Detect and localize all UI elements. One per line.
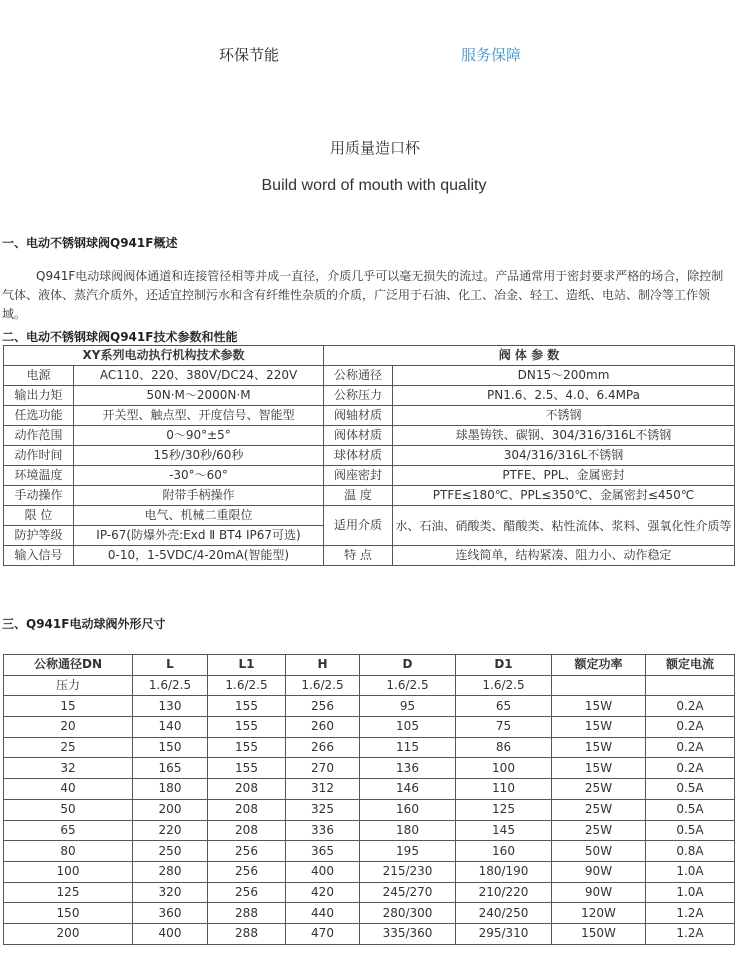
table-cell: 295/310 <box>456 923 552 944</box>
table-cell: 180 <box>133 779 208 800</box>
param-label: 电源 <box>4 366 74 386</box>
table-cell: 125 <box>456 799 552 820</box>
table-cell: 256 <box>208 841 286 862</box>
param-label: 输出力矩 <box>4 386 74 406</box>
table-cell: 365 <box>286 841 360 862</box>
table-cell: 15 <box>4 696 133 717</box>
table-cell: 360 <box>133 903 208 924</box>
table-row <box>4 717 735 738</box>
param-value: DN15～200mm <box>393 366 735 386</box>
section-1-body: Q941F电动球阀阀体通道和连接管径相等并成一直径，介质几乎可以毫无损失的流过。产品通常用于密封要求严格的场合，除控制气体、液体、蒸汽介质外，还适宜控制污水和含有纤维性杂质的介质，广泛用于石油、化工、冶金、轻工、造纸、电站、制冷等工作领域。 <box>2 269 724 321</box>
table-cell <box>552 675 646 696</box>
table-cell: 15W <box>552 758 646 779</box>
column-header: 额定功率 <box>552 655 646 676</box>
table-cell: 1.2A <box>646 923 735 944</box>
table-cell: 1.6/2.5 <box>360 675 456 696</box>
param-label: 阀体材质 <box>324 426 393 446</box>
actuator-params-header: XY系列电动执行机构技术参数 <box>4 346 324 366</box>
table-cell: 150 <box>133 737 208 758</box>
table-cell: 1.6/2.5 <box>133 675 208 696</box>
param-value: 水、石油、硝酸类、醋酸类、粘性流体、浆料、强氧化性介质等 <box>393 506 735 546</box>
table-cell: 130 <box>133 696 208 717</box>
table-row <box>4 799 735 820</box>
tab-service[interactable]: 服务保障 <box>461 46 522 64</box>
param-label: 手动操作 <box>4 486 74 506</box>
table-cell: 215/230 <box>360 861 456 882</box>
table-cell: 105 <box>360 717 456 738</box>
param-value: 开关型、触点型、开度信号、智能型 <box>74 406 324 426</box>
table-cell: 115 <box>360 737 456 758</box>
table-cell: 140 <box>133 717 208 738</box>
table-cell: 256 <box>208 882 286 903</box>
table-cell: 125 <box>4 882 133 903</box>
param-value: -30°～60° <box>74 466 324 486</box>
table-cell: 0.2A <box>646 717 735 738</box>
table-row <box>4 779 735 800</box>
table-cell: 336 <box>286 820 360 841</box>
column-header: L <box>133 655 208 676</box>
param-value: 15秒/30秒/60秒 <box>74 446 324 466</box>
table-header-row <box>4 655 735 676</box>
param-label: 球体材质 <box>324 446 393 466</box>
table-cell: 90W <box>552 882 646 903</box>
table-cell: 75 <box>456 717 552 738</box>
table-cell: 250 <box>133 841 208 862</box>
column-header: L1 <box>208 655 286 676</box>
table-cell: 25W <box>552 799 646 820</box>
param-label: 阀座密封 <box>324 466 393 486</box>
table-cell: 280 <box>133 861 208 882</box>
table-cell: 136 <box>360 758 456 779</box>
table-cell: 420 <box>286 882 360 903</box>
table-cell: 0.5A <box>646 779 735 800</box>
param-value: IP-67(防爆外壳:Exd Ⅱ BT4 IP67可选) <box>74 526 324 546</box>
table-cell: 95 <box>360 696 456 717</box>
param-value: PTFE、PPL、金属密封 <box>393 466 735 486</box>
table-cell: 86 <box>456 737 552 758</box>
table-cell: 80 <box>4 841 133 862</box>
table-cell: 1.2A <box>646 903 735 924</box>
table-cell: 100 <box>4 861 133 882</box>
table-cell: 65 <box>4 820 133 841</box>
table-cell: 20 <box>4 717 133 738</box>
table-cell: 160 <box>360 799 456 820</box>
param-label: 动作范围 <box>4 426 74 446</box>
table-cell: 0.5A <box>646 799 735 820</box>
table-cell: 50W <box>552 841 646 862</box>
table-row <box>4 758 735 779</box>
param-label: 阀轴材质 <box>324 406 393 426</box>
valve-params-header: 阀 体 参 数 <box>324 346 735 366</box>
param-value: PN1.6、2.5、4.0、6.4MPa <box>393 386 735 406</box>
table-cell: 240/250 <box>456 903 552 924</box>
table-row <box>4 923 735 944</box>
table-cell: 200 <box>133 799 208 820</box>
table-cell: 146 <box>360 779 456 800</box>
table-cell: 470 <box>286 923 360 944</box>
tab-energy-saving[interactable]: 环保节能 <box>219 46 280 64</box>
section-2-title: 二、电动不锈钢球阀Q941F技术参数和性能 <box>2 330 238 344</box>
param-label: 环境温度 <box>4 466 74 486</box>
table-cell: 0.8A <box>646 841 735 862</box>
table-cell: 155 <box>208 696 286 717</box>
table-cell: 150W <box>552 923 646 944</box>
param-value: 不锈钢 <box>393 406 735 426</box>
param-value: 0～90°±5° <box>74 426 324 446</box>
table-row <box>4 820 735 841</box>
table-cell: 1.0A <box>646 882 735 903</box>
table-cell: 100 <box>456 758 552 779</box>
table-cell: 288 <box>208 903 286 924</box>
param-label: 公称通径 <box>324 366 393 386</box>
table-cell: 1.0A <box>646 861 735 882</box>
param-label: 任选功能 <box>4 406 74 426</box>
table-cell: 280/300 <box>360 903 456 924</box>
table-cell: 150 <box>4 903 133 924</box>
table-cell <box>646 675 735 696</box>
table-cell: 320 <box>133 882 208 903</box>
table-cell: 400 <box>286 861 360 882</box>
param-value: 0-10，1-5VDC/4-20mA(智能型) <box>74 546 324 566</box>
param-value: 球墨铸铁、碳钢、304/316/316L不锈钢 <box>393 426 735 446</box>
section-1-title: 一、电动不锈钢球阀Q941F概述 <box>2 236 178 250</box>
table-cell: 25W <box>552 820 646 841</box>
slogan-english: Build word of mouth with quality <box>261 177 487 194</box>
param-label: 限 位 <box>4 506 74 526</box>
table-cell: 0.2A <box>646 758 735 779</box>
column-header: 额定电流 <box>646 655 735 676</box>
section-3-title: 三、Q941F电动球阀外形尺寸 <box>2 617 166 631</box>
table-cell: 288 <box>208 923 286 944</box>
table-cell: 50 <box>4 799 133 820</box>
param-label: 输入信号 <box>4 546 74 566</box>
table-cell: 155 <box>208 758 286 779</box>
table-cell: 312 <box>286 779 360 800</box>
table-cell: 270 <box>286 758 360 779</box>
table-cell: 180 <box>360 820 456 841</box>
table-cell: 1.6/2.5 <box>286 675 360 696</box>
param-value: 连线简单，结构紧凑、阻力小、动作稳定 <box>393 546 735 566</box>
table-cell: 65 <box>456 696 552 717</box>
column-header: D1 <box>456 655 552 676</box>
table-cell: 208 <box>208 799 286 820</box>
table-cell: 200 <box>4 923 133 944</box>
table-row <box>4 861 735 882</box>
param-label: 温 度 <box>324 486 393 506</box>
table-cell: 245/270 <box>360 882 456 903</box>
table-cell: 90W <box>552 861 646 882</box>
table-row <box>4 841 735 862</box>
table-cell: 15W <box>552 696 646 717</box>
table-cell: 32 <box>4 758 133 779</box>
table-cell: 120W <box>552 903 646 924</box>
table-cell: 160 <box>456 841 552 862</box>
table-cell: 1.6/2.5 <box>208 675 286 696</box>
param-label: 动作时间 <box>4 446 74 466</box>
table-cell: 0.2A <box>646 696 735 717</box>
table-cell: 325 <box>286 799 360 820</box>
table-cell: 256 <box>208 861 286 882</box>
table-cell: 208 <box>208 779 286 800</box>
param-value: AC110、220、380V/DC24、220V <box>74 366 324 386</box>
param-label: 防护等级 <box>4 526 74 546</box>
table-cell: 15W <box>552 737 646 758</box>
table-cell: 400 <box>133 923 208 944</box>
param-value: 304/316/316L不锈钢 <box>393 446 735 466</box>
param-label: 适用介质 <box>324 506 393 546</box>
dimensions-table <box>3 654 735 945</box>
table-cell: 208 <box>208 820 286 841</box>
column-header: 公称通径DN <box>4 655 133 676</box>
table-row <box>4 737 735 758</box>
table-cell: 210/220 <box>456 882 552 903</box>
param-value: 附带手柄操作 <box>74 486 324 506</box>
param-value: PTFE≤180℃、PPL≤350℃、金属密封≤450℃ <box>393 486 735 506</box>
tech-params-table <box>3 345 735 566</box>
table-cell: 440 <box>286 903 360 924</box>
table-cell: 220 <box>133 820 208 841</box>
table-cell: 25 <box>4 737 133 758</box>
table-cell: 165 <box>133 758 208 779</box>
slogan-chinese: 用质量造口杯 <box>329 139 420 157</box>
table-cell: 40 <box>4 779 133 800</box>
table-cell: 155 <box>208 717 286 738</box>
table-cell: 145 <box>456 820 552 841</box>
table-cell: 25W <box>552 779 646 800</box>
column-header: D <box>360 655 456 676</box>
table-cell: 0.5A <box>646 820 735 841</box>
table-cell: 1.6/2.5 <box>456 675 552 696</box>
table-cell: 260 <box>286 717 360 738</box>
table-cell: 180/190 <box>456 861 552 882</box>
param-value: 50N·M～2000N·M <box>74 386 324 406</box>
table-cell: 256 <box>286 696 360 717</box>
table-row <box>4 903 735 924</box>
table-cell: 155 <box>208 737 286 758</box>
param-label: 公称压力 <box>324 386 393 406</box>
pressure-row <box>4 675 735 696</box>
table-cell: 266 <box>286 737 360 758</box>
nav-tabs <box>0 44 750 68</box>
table-cell: 15W <box>552 717 646 738</box>
table-row <box>4 696 735 717</box>
param-label: 特 点 <box>324 546 393 566</box>
table-row <box>4 882 735 903</box>
table-cell: 110 <box>456 779 552 800</box>
table-cell: 195 <box>360 841 456 862</box>
table-cell: 压力 <box>4 675 133 696</box>
table-cell: 0.2A <box>646 737 735 758</box>
column-header: H <box>286 655 360 676</box>
table-cell: 335/360 <box>360 923 456 944</box>
param-value: 电气、机械二重限位 <box>74 506 324 526</box>
